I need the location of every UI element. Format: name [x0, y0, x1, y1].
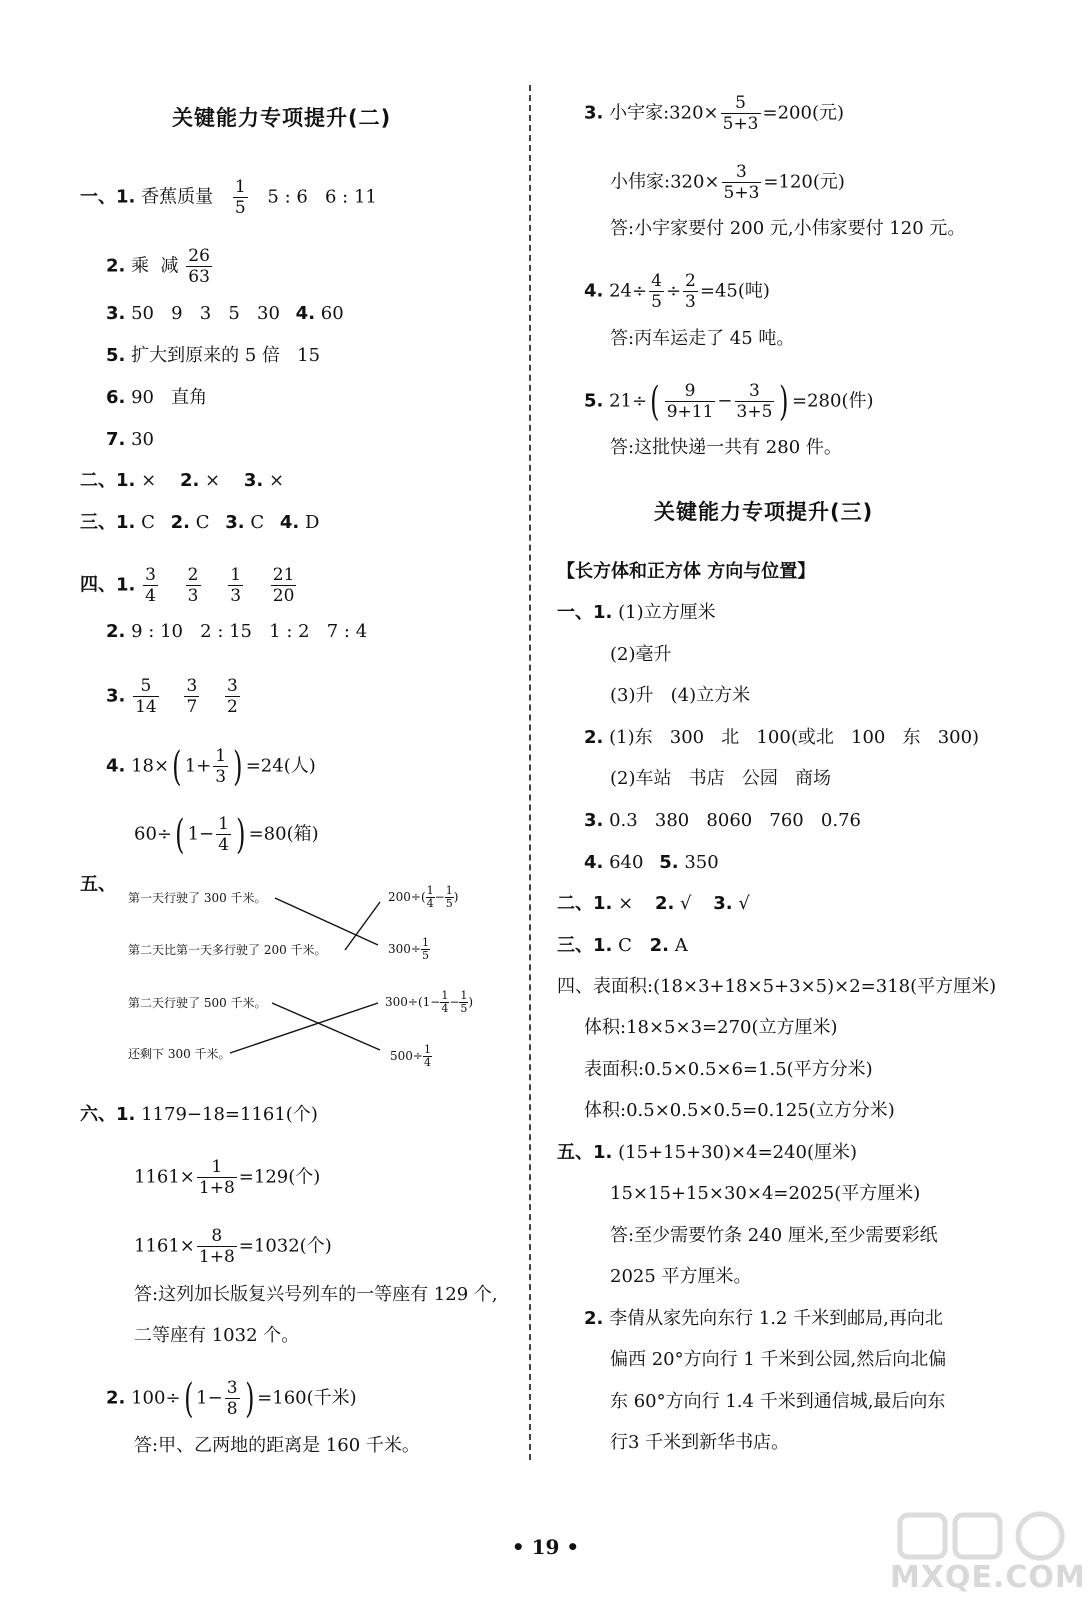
r-q5-label: 5.: [584, 390, 604, 412]
s4-q3-fraction-2: $\frac{3}{7}$: [186, 676, 198, 717]
r-q5-fraction-2: $\frac{3}{3+5}$: [736, 381, 773, 422]
r-s4-line4: 体积:0.5×0.5×0.5=0.125(立方分米): [584, 1100, 895, 1121]
watermark-text: MXQE.COM: [890, 1560, 1086, 1595]
r-s2-q3-label: 3.: [713, 893, 733, 914]
s4-q1-fraction-3: $\frac{1}{3}$: [230, 565, 242, 606]
s2-q2-label: 2.: [179, 470, 200, 491]
r-s2-q3-answer: √: [738, 893, 750, 914]
r-s1-q3-answer: 0.3 380 8060 760 0.76: [609, 810, 861, 831]
right-section-title: 关键能力专项提升(三): [654, 500, 874, 524]
match-line-1: [275, 898, 378, 945]
page-number: • 19 •: [511, 1535, 580, 1559]
s2-q1-answer: ×: [141, 470, 157, 491]
r-s5-q1-label: 五、1.: [557, 1142, 613, 1163]
s6-q2-line: 2. 100÷( 1− $\frac{3}{8}$ ) =160(千米): [106, 1375, 357, 1422]
s4-q1-fraction-1: $\frac{3}{4}$: [145, 565, 156, 606]
s4-q2-answer: 9 : 10 2 : 15 1 : 2 7 : 4: [131, 621, 368, 642]
s6-q2-answer: 答:甲、乙两地的距离是 160 千米。: [134, 1435, 420, 1456]
s5-expr-3: 300÷(1− $\frac{1}{4}$ − $\frac{1}{5}$ ): [385, 989, 474, 1015]
r-s1-q4-label: 4.: [584, 852, 604, 873]
s4-q3-fraction-3: $\frac{3}{2}$: [227, 676, 238, 717]
s1-q6-answer: 90 直角: [131, 387, 208, 408]
s1-q5-answer: 扩大到原来的 5 倍 15: [131, 345, 321, 366]
r-q5-line: 5. 21÷( $\frac{9}{9+11}$ − $\frac{3}{3+5}$ ) =280(件): [584, 378, 874, 425]
s4-q3-label: 3.: [106, 685, 126, 707]
r-s2-q1-answer: ×: [618, 893, 634, 914]
r-q4-line: 4. 24÷ $\frac{4}{5}$ ÷ $\frac{2}{3}$ =45(吨): [584, 271, 770, 312]
s2-q2-answer: ×: [205, 470, 221, 491]
paren-right: ): [233, 743, 243, 790]
s4-q4-b-result: =80(箱): [248, 823, 319, 845]
r-s1-q5-label: 5.: [659, 852, 679, 873]
s3-q3-label: 3.: [225, 512, 245, 533]
r-q4-answer: 答:丙车运走了 45 吨。: [610, 328, 795, 349]
s4-q4-a-result: =24(人): [245, 755, 316, 777]
r-q4-fraction-1: $\frac{4}{5}$: [651, 271, 662, 312]
s4-q4-label: 4.: [106, 755, 126, 777]
r-s4-line1: 四、表面积:(18×3+18×5+3×5)×2=318(平方厘米): [557, 976, 997, 997]
r-s5-q1-line1: [557, 1141, 857, 1165]
s1-q2-words: 乘 减: [131, 255, 179, 277]
r-q3-answer: 答:小宇家要付 200 元,小伟家要付 120 元。: [610, 218, 966, 239]
s6-q2-fraction: $\frac{3}{8}$: [226, 1378, 238, 1419]
s3-q1-answer: C: [141, 512, 155, 533]
s3-q2-label: 2.: [170, 512, 190, 533]
r-s1-q1-part1: (1)立方厘米: [618, 602, 716, 623]
r-q3-fraction-2: $\frac{3}{5+3}$: [723, 162, 760, 203]
r-q3-line2: 小伟家:320× $\frac{3}{5+3}$ =120(元): [610, 162, 845, 203]
s5-item-1: 第一天行驶了 300 千米。: [128, 891, 267, 905]
left-section-title: 关键能力专项提升(二): [172, 106, 392, 130]
r-s3-q1-answer: C: [618, 935, 632, 956]
s3-q4-label: 4.: [279, 512, 300, 533]
s1-q1-ratios: 5 : 6 6 : 11: [267, 186, 377, 208]
s6-q2-label: 2.: [106, 1387, 126, 1409]
r-s5-q2-line3: 东 60°方向行 1.4 千米到通信城,最后向东: [610, 1391, 946, 1412]
r-s5-q1-line2: 15×15+15×30×4=2025(平方厘米): [610, 1183, 921, 1204]
s3-q4-answer: D: [304, 512, 320, 533]
s3-q3-answer: C: [250, 512, 265, 533]
r-q5-answer: 答:这批快递一共有 280 件。: [610, 437, 842, 458]
s4-q4-b-fraction: $\frac{1}{4}$: [218, 814, 229, 855]
r-s3-q1-label: 三、1.: [557, 935, 613, 956]
s5-item-4: 还剩下 300 千米。: [128, 1047, 231, 1061]
s1-q2-label: 2.: [106, 255, 126, 277]
s4-q4-b-inner: 1−: [187, 823, 215, 845]
s5-label: 五、: [80, 874, 116, 895]
s4-q1-fraction-2: $\frac{2}{3}$: [187, 565, 199, 606]
r-s5-q2-line1: [584, 1307, 943, 1331]
r-s1-q3: [584, 809, 861, 833]
s5-expr-2: 300÷ $\frac{1}{5}$: [388, 936, 429, 962]
r-s1-q2-line2: (2)车站 书店 公园 商场: [610, 768, 831, 789]
r-s5-q2-text-1: 李倩从家先向东行 1.2 千米到邮局,再向北: [609, 1308, 943, 1329]
r-q3-label: 3.: [584, 102, 604, 124]
s5-item-2: 第二天比第一天多行驶了 200 千米。: [128, 943, 327, 957]
s1-q3-label: 3.: [106, 303, 126, 324]
s1-q1-label: 一、1.: [80, 186, 136, 208]
s4-q4-a-prefix: 18×: [131, 755, 170, 777]
s3-q1-label: 三、1.: [80, 512, 136, 533]
s1-q5-label: 5.: [106, 345, 126, 366]
r-q3-fraction-1: $\frac{5}{5+3}$: [722, 93, 759, 134]
s2-q3-answer: ×: [268, 470, 285, 491]
r-s4-line2: 体积:18×5×3=270(立方厘米): [584, 1017, 838, 1038]
r-s1-q1-line3: (3)升 (4)立方米: [610, 685, 751, 706]
s4-q1-fraction-4: $\frac{21}{20}$: [272, 565, 295, 606]
r-s4-line3: 表面积:0.5×0.5×6=1.5(平方分米): [584, 1059, 873, 1080]
paren-right: ): [236, 811, 246, 858]
s6-q1-line3: 1161× $\frac{8}{1+8}$ =1032(个): [134, 1226, 332, 1267]
s4-q4-b-prefix: 60÷: [134, 823, 172, 845]
r-s1-q1-line1: [557, 601, 716, 625]
s1-q4-answer: 60: [320, 303, 344, 324]
r-s3-q2-label: 2.: [649, 935, 669, 956]
s5-expr-4: 500÷ $\frac{1}{4}$: [390, 1043, 431, 1069]
s6-q1-answer-1: 答:这列加长版复兴号列车的一等座有 129 个,: [134, 1284, 498, 1305]
s5-matching-lines: [0, 0, 540, 1100]
s6-q1-line2: 1161× $\frac{1}{1+8}$ =129(个): [134, 1157, 321, 1198]
s1-q7-answer: 30: [131, 429, 155, 450]
r-s5-q1-answer-2: 2025 平方厘米。: [610, 1266, 752, 1287]
s4-q2-label: 2.: [106, 621, 126, 642]
right-subtitle: 【长方体和正方体 方向与位置】: [557, 561, 816, 582]
r-s1-q2-label: 2.: [584, 727, 604, 748]
s4-q4-a-fraction: $\frac{1}{3}$: [215, 746, 227, 787]
r-q5-fraction-1: $\frac{9}{9+11}$: [666, 381, 714, 422]
r-s2-q2-answer: √: [680, 893, 692, 914]
s4-q4-a-inner: 1+: [184, 755, 212, 777]
paren-right: ): [779, 378, 789, 425]
r-s2-q1-label: 二、1.: [557, 893, 613, 914]
r-s1-q4-answer: 640: [609, 852, 644, 873]
s1-q4-label: 4.: [295, 303, 316, 324]
r-q4-fraction-2: $\frac{2}{3}$: [685, 271, 696, 312]
s6-q1-fraction-1: $\frac{1}{1+8}$: [198, 1157, 235, 1198]
r-s1-q1-line2: (2)毫升: [610, 644, 672, 665]
paren-left: (: [650, 378, 660, 425]
paren-right: ): [244, 1375, 255, 1422]
s4-q1-label: 四、1.: [80, 574, 136, 596]
r-s2-row: [557, 892, 750, 916]
r-s1-q3-label: 3.: [584, 810, 604, 831]
paren-left: (: [175, 811, 185, 858]
s1-q1-fraction: $\frac{1}{5}$: [234, 177, 246, 218]
s4-q3-fraction-1: $\frac{5}{14}$: [135, 676, 157, 717]
r-s5-q2-label: 2.: [584, 1308, 604, 1329]
r-s1-q5-answer: 350: [684, 852, 719, 873]
s3-q2-answer: C: [195, 512, 210, 533]
s6-q1-label: 六、1.: [80, 1104, 136, 1125]
r-s1-q4: [584, 851, 719, 875]
s6-q1-fraction-2: $\frac{8}{1+8}$: [198, 1226, 235, 1267]
s1-q2-fraction: $\frac{26}{63}$: [188, 246, 210, 287]
r-s3-q2-answer: A: [674, 935, 688, 956]
r-q4-label: 4.: [584, 280, 604, 302]
r-s1-q2-part1: (1)东 300 北 100(或北 100 东 300): [609, 727, 980, 748]
r-s5-q1-calc-1: (15+15+30)×4=240(厘米): [618, 1142, 858, 1163]
s5-item-3: 第二天行驶了 500 千米。: [128, 996, 267, 1010]
paren-left: (: [172, 743, 182, 790]
r-q3-line1: 3. 小宇家:320× $\frac{5}{5+3}$ =200(元): [584, 93, 844, 134]
s1-q6-label: 6.: [106, 387, 126, 408]
s1-q7-label: 7.: [106, 429, 126, 450]
s2-q1-label: 二、1.: [80, 470, 136, 491]
s1-q3-answer: 50 9 3 5 30: [131, 303, 280, 324]
r-s2-q2-label: 2.: [654, 893, 675, 914]
s6-q1-answer-2: 二等座有 1032 个。: [134, 1325, 300, 1346]
paren-left: (: [183, 1375, 194, 1422]
s2-q3-label: 3.: [243, 470, 264, 491]
s6-q1-line1: [80, 1103, 318, 1127]
column-divider: [529, 85, 531, 1460]
r-s1-q1-label: 一、1.: [557, 602, 613, 623]
r-s5-q1-answer-1: 答:至少需要竹条 240 厘米,至少需要彩纸: [610, 1225, 938, 1246]
match-line-3: [272, 1003, 380, 1050]
r-s5-q2-line4: 行3 千米到新华书店。: [610, 1432, 790, 1453]
s1-q1-word: 香蕉质量: [141, 186, 214, 208]
r-s1-q2-line1: [584, 726, 979, 750]
r-s3-row: [557, 934, 688, 958]
s5-expr-1: 200÷( $\frac{1}{4}$ − $\frac{1}{5}$ ): [388, 884, 459, 910]
s6-q1-calc-1: 1179−18=1161(个): [141, 1104, 318, 1125]
r-s5-q2-line2: 偏西 20°方向行 1 千米到公园,然后向北偏: [610, 1349, 947, 1370]
